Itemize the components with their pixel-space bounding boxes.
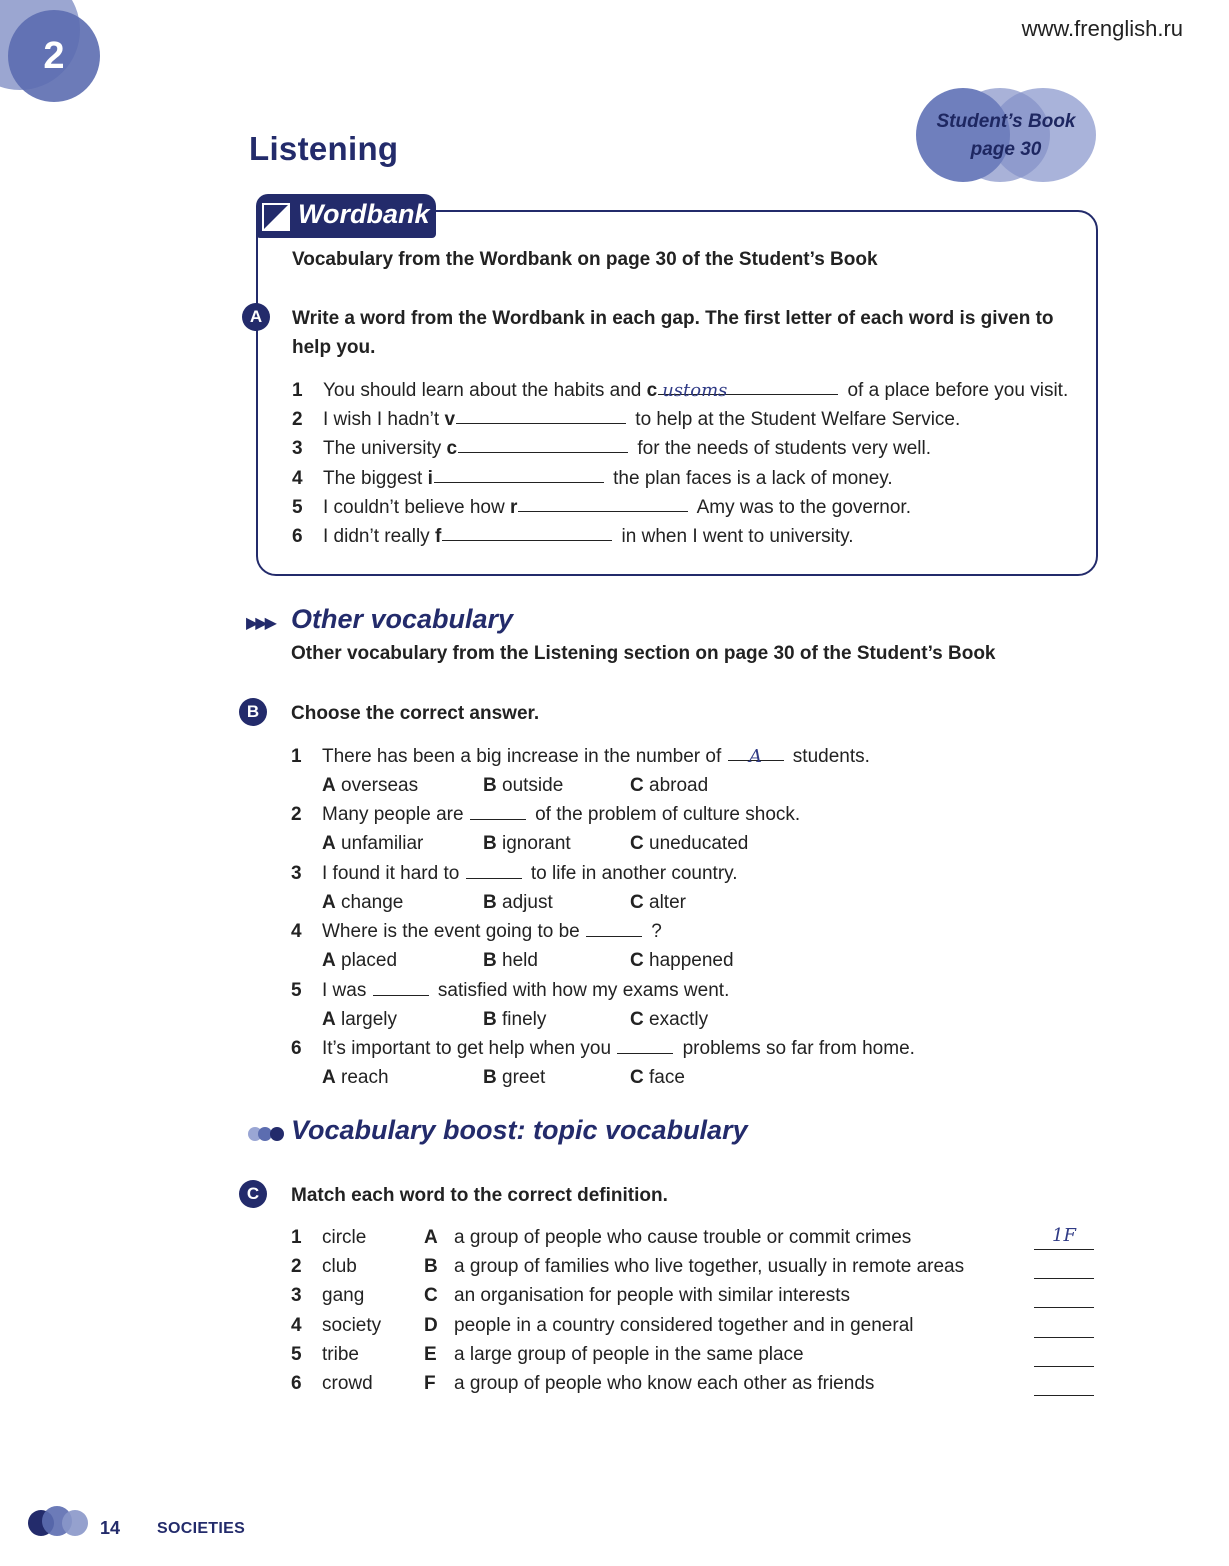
option-letter: B	[483, 775, 497, 796]
given-letter: f	[434, 526, 442, 547]
sentence-start: I didn’t really	[323, 526, 435, 547]
answer-option[interactable]	[630, 888, 686, 917]
book-ref-line1: Student’s Book	[936, 111, 1076, 132]
option-letter: A	[322, 833, 336, 855]
sentence-end: of a place before you visit.	[842, 380, 1069, 401]
unit-number: 2	[43, 35, 65, 77]
option-letter: C	[630, 1008, 644, 1030]
sentence-start: I couldn’t believe how	[323, 496, 510, 518]
item-number: 1	[291, 1227, 302, 1248]
answer-option[interactable]	[630, 829, 748, 858]
handwritten-answer	[458, 438, 462, 459]
handwritten-answer	[518, 497, 522, 518]
answer-gap[interactable]	[617, 1035, 673, 1054]
definition-text: people in a country considered together and in general	[454, 1314, 914, 1336]
definition-text: a group of families who live together, usually in remote areas	[454, 1256, 965, 1278]
answer-line[interactable]	[1034, 1254, 1094, 1279]
option-text: reach	[341, 1067, 389, 1088]
match-word: crowd	[322, 1373, 373, 1394]
sentence-start: Where is the event going to be	[322, 921, 585, 943]
item-number: 6	[291, 1373, 302, 1394]
answer-option[interactable]	[483, 1005, 546, 1034]
answer-option[interactable]	[322, 1005, 397, 1034]
sentence-start: Many people are	[322, 804, 469, 826]
item-number: 1	[291, 746, 302, 767]
answer-option[interactable]	[322, 1063, 389, 1092]
option-text: adjust	[502, 891, 553, 913]
option-text: ignorant	[502, 833, 571, 855]
sentence-end: in when I went to university.	[616, 526, 854, 547]
page-number: 14	[100, 1518, 121, 1538]
answer-line[interactable]	[1034, 1313, 1094, 1338]
definition-text: a large group of people in the same place	[454, 1343, 804, 1365]
answer-gap[interactable]	[586, 918, 642, 937]
book-ref-line2: page 30	[970, 139, 1042, 160]
option-letter: C	[630, 833, 644, 855]
answer-line[interactable]	[1034, 1371, 1094, 1396]
option-letter: A	[322, 891, 336, 913]
exercise-a-instruction: Write a word from the Wordbank in each gap. The first letter of each word is given to help you.	[292, 308, 1054, 358]
item-number: 6	[291, 1038, 302, 1059]
definition-text: a group of people who cause trouble or commit crimes	[454, 1227, 912, 1248]
option-text: overseas	[341, 775, 419, 796]
option-text: face	[649, 1067, 685, 1088]
answer-option[interactable]	[322, 888, 403, 917]
option-text: greet	[502, 1067, 546, 1088]
given-letter: i	[427, 467, 433, 489]
other-vocabulary-subtitle: Other vocabulary from the Listening section on page 30 of the Student’s Book	[291, 643, 996, 664]
gap-fill-sentence	[323, 376, 1068, 405]
sentence-start: I was	[322, 979, 372, 1001]
answer-option[interactable]	[483, 771, 563, 800]
arrows-icon: ▶▶▶	[246, 615, 274, 632]
handwritten-answer: A	[749, 746, 763, 767]
sentence-end: for the needs of students very well.	[632, 438, 932, 460]
item-number: 4	[292, 467, 303, 489]
answer-option[interactable]	[322, 946, 397, 975]
gap-fill-sentence	[323, 405, 960, 434]
sentence-start: I found it hard to	[322, 862, 465, 884]
sentence-start: I wish I hadn’t	[323, 409, 445, 431]
given-letter: v	[444, 409, 456, 431]
answer-gap[interactable]	[456, 405, 626, 424]
wordbank-title: Wordbank	[298, 199, 430, 229]
option-text: alter	[649, 891, 686, 913]
exercise-b-badge: B	[239, 698, 267, 726]
sentence-end: the plan faces is a lack of money.	[607, 467, 893, 489]
answer-gap[interactable]	[442, 522, 612, 541]
answer-option[interactable]	[483, 1063, 545, 1092]
sentence-start: It’s important to get help when you	[322, 1038, 617, 1059]
answer-option[interactable]	[630, 946, 734, 975]
answer-gap[interactable]	[434, 464, 604, 483]
dots-icon	[248, 1127, 288, 1141]
handwritten-answer: ustoms	[662, 380, 728, 401]
item-number: 2	[291, 804, 302, 826]
book-ref-badge	[926, 108, 1086, 164]
item-number: 2	[292, 409, 303, 431]
question-sentence	[322, 800, 800, 829]
definition-letter: E	[424, 1343, 437, 1365]
given-letter: r	[509, 496, 518, 518]
answer-gap[interactable]	[466, 860, 522, 879]
sentence-start: The university	[323, 438, 447, 460]
gap-fill-sentence	[323, 434, 931, 463]
option-letter: B	[483, 833, 497, 855]
question-sentence	[322, 742, 870, 771]
sentence-end: to help at the Student Welfare Service.	[630, 409, 961, 431]
website-link[interactable]: www.frenglish.ru	[1021, 16, 1183, 41]
option-letter: A	[322, 1008, 336, 1030]
handwritten-answer: 1F	[1052, 1225, 1076, 1246]
option-text: placed	[341, 950, 398, 972]
match-word: tribe	[322, 1343, 359, 1365]
item-number: 3	[292, 438, 303, 460]
answer-gap[interactable]	[458, 434, 628, 453]
option-text: outside	[502, 775, 564, 796]
gap-fill-sentence	[323, 464, 893, 493]
answer-option[interactable]	[483, 946, 538, 975]
item-number: 2	[291, 1256, 302, 1278]
answer-line[interactable]	[1034, 1342, 1094, 1367]
answer-option[interactable]	[630, 1063, 685, 1092]
option-text: change	[341, 891, 404, 913]
page-title: Listening	[249, 130, 399, 167]
definition-letter: D	[424, 1314, 438, 1336]
option-letter: B	[483, 1067, 497, 1088]
option-text: largely	[341, 1008, 397, 1030]
sentence-start: There has been a big increase in the number of	[322, 746, 727, 767]
option-letter: C	[630, 775, 644, 796]
footer-dots-icon	[28, 1506, 94, 1546]
option-letter: C	[630, 950, 644, 972]
item-number: 4	[291, 921, 302, 943]
item-number: 1	[292, 380, 303, 401]
answer-option[interactable]	[630, 771, 708, 800]
option-letter: C	[630, 1067, 644, 1088]
answer-option[interactable]	[483, 829, 571, 858]
handwritten-answer	[434, 468, 438, 489]
answer-option[interactable]	[322, 829, 423, 858]
answer-option[interactable]	[322, 771, 418, 800]
definition-letter: F	[424, 1373, 436, 1394]
exercise-c-instruction: Match each word to the correct definition.	[291, 1185, 668, 1206]
answer-option[interactable]	[483, 888, 553, 917]
vocabulary-boost-title: Vocabulary boost: topic vocabulary	[291, 1115, 748, 1145]
option-text: happened	[649, 950, 734, 972]
sentence-end: Amy was to the governor.	[692, 496, 911, 518]
definition-text: an organisation for people with similar interests	[454, 1285, 851, 1307]
item-number: 4	[291, 1314, 302, 1336]
question-sentence	[322, 1034, 915, 1063]
wordbank-subtitle: Vocabulary from the Wordbank on page 30 of the Student’s Book	[292, 249, 878, 270]
option-text: unfamiliar	[341, 833, 424, 855]
sentence-end: problems so far from home.	[677, 1038, 915, 1059]
item-number: 5	[292, 496, 303, 518]
option-letter: A	[322, 950, 336, 972]
option-text: uneducated	[649, 833, 749, 855]
gap-fill-sentence	[323, 522, 854, 551]
answer-gap[interactable]	[518, 493, 688, 512]
item-number: 5	[291, 1343, 302, 1365]
option-text: exactly	[649, 1008, 709, 1030]
sentence-start: You should learn about the habits and	[323, 380, 647, 401]
answer-gap[interactable]	[373, 977, 429, 996]
item-number: 5	[291, 979, 302, 1001]
item-number: 3	[291, 1285, 302, 1307]
exercise-c-badge: C	[239, 1180, 267, 1208]
sentence-end: satisfied with how my exams went.	[432, 979, 730, 1001]
sentence-start: The biggest	[323, 467, 428, 489]
option-text: held	[502, 950, 538, 972]
option-letter: B	[483, 1008, 497, 1030]
match-word: gang	[322, 1285, 365, 1307]
option-letter: B	[483, 950, 497, 972]
definition-letter: A	[424, 1227, 438, 1248]
sentence-end: students.	[787, 746, 870, 767]
given-letter: c	[446, 438, 458, 460]
option-text: abroad	[649, 775, 709, 796]
answer-gap[interactable]	[658, 376, 838, 401]
match-word: circle	[322, 1227, 367, 1248]
question-sentence	[322, 859, 738, 888]
option-letter: C	[630, 891, 644, 913]
match-word: society	[322, 1314, 382, 1336]
answer-gap[interactable]	[470, 801, 526, 820]
definition-letter: B	[424, 1256, 438, 1278]
given-letter: c	[646, 380, 658, 401]
answer-gap[interactable]	[728, 742, 784, 767]
option-letter: A	[322, 775, 336, 796]
definition-letter: C	[424, 1285, 438, 1307]
answer-line[interactable]	[1034, 1225, 1094, 1250]
unit-name: SOCIETIES	[157, 1520, 246, 1537]
gap-fill-sentence	[323, 493, 911, 522]
handwritten-answer	[456, 409, 460, 430]
question-sentence	[322, 917, 662, 946]
item-number: 3	[291, 862, 302, 884]
match-word: club	[322, 1256, 357, 1278]
sentence-end: to life in another country.	[525, 862, 738, 884]
sentence-end: ?	[646, 921, 662, 943]
handwritten-answer	[442, 526, 446, 547]
sentence-end: of the problem of culture shock.	[529, 804, 801, 826]
item-number: 6	[292, 526, 303, 547]
question-sentence	[322, 976, 729, 1005]
option-letter: A	[322, 1067, 336, 1088]
other-vocabulary-title: Other vocabulary	[291, 604, 514, 634]
exercise-b-instruction: Choose the correct answer.	[291, 703, 540, 724]
answer-line[interactable]	[1034, 1283, 1094, 1308]
option-letter: B	[483, 891, 497, 913]
definition-text: a group of people who know each other as friends	[454, 1373, 875, 1394]
exercise-a-badge: A	[242, 303, 270, 331]
option-text: finely	[502, 1008, 547, 1030]
answer-option[interactable]	[630, 1005, 708, 1034]
